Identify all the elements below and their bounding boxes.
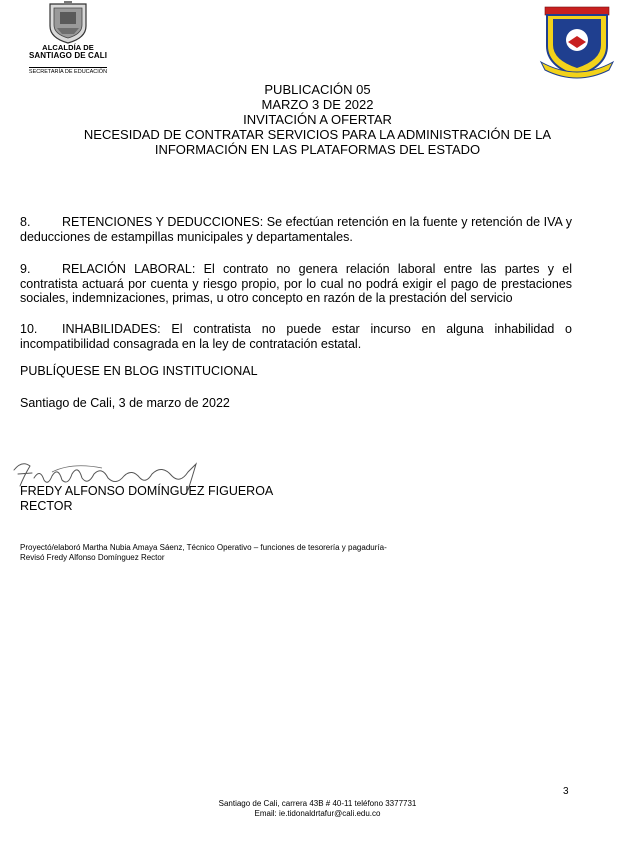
document-header — [0, 82, 635, 157]
prepared-by: Proyectó/elaboró Martha Nubia Amaya Sáenz, Técnico Operativo – funciones de tesorería y pagaduría- — [20, 543, 387, 552]
alcaldia-logo — [18, 0, 118, 80]
page-number: 3 — [563, 786, 569, 797]
dateline: Santiago de Cali, 3 de marzo de 2022 — [20, 396, 230, 410]
signer-block — [20, 484, 273, 513]
footer-email: Email: ie.tidonaldrtafur@cali.edu.co — [254, 809, 381, 818]
item-inhabilidades — [20, 322, 572, 351]
item-retenciones — [20, 215, 572, 244]
alcaldia-label: ALCALDÍA DE — [42, 43, 94, 52]
subject-line-2: INFORMACIÓN EN LAS PLATAFORMAS DEL ESTADO — [154, 142, 481, 157]
item-text: RELACIÓN LABORAL: El contrato no genera relación laboral entre las partes y el contratista actuará por cuenta y riesgo propio, por lo cual no podrá exigir el pago de prestaciones sociales, indemnizaciones, primas, u otro concepto en razón de la prestación del servicio — [20, 262, 572, 305]
school-crest-icon — [537, 4, 617, 80]
credits-block — [20, 543, 387, 563]
publish-note: PUBLÍQUESE EN BLOG INSTITUCIONAL — [20, 364, 258, 378]
footer-address: Santiago de Cali, carrera 43B # 40-11 teléfono 3377731 — [218, 799, 417, 808]
reviewed-by: Revisó Fredy Alfonso Domínguez Rector — [20, 553, 165, 562]
city-name-label: SANTIAGO DE CALI — [28, 51, 108, 60]
publication-date: MARZO 3 DE 2022 — [261, 97, 374, 112]
subject-line-1: NECESIDAD DE CONTRATAR SERVICIOS PARA LA ADMINISTRACIÓN DE LA — [83, 127, 552, 142]
item-text: INHABILIDADES: El contratista no puede estar incurso en alguna inhabilidad o incompatibilidad consagrada en la ley de contratación estatal. — [20, 322, 572, 351]
item-number: 10. — [20, 322, 38, 336]
document-footer — [0, 799, 635, 819]
secretaria-label: SECRETARÍA DE EDUCACIÓN — [28, 69, 108, 75]
signer-name: FREDY ALFONSO DOMÍNGUEZ FIGUEROA — [20, 484, 274, 498]
item-relacion-laboral — [20, 262, 572, 306]
invitation-title: INVITACIÓN A OFERTAR — [243, 112, 392, 127]
city-coat-of-arms-icon — [44, 0, 92, 44]
item-text: RETENCIONES Y DEDUCCIONES: Se efectúan retención en la fuente y retención de IVA y deducciones de estampillas municipales y departamentales. — [20, 215, 572, 244]
item-number: 9. — [20, 262, 31, 276]
signer-title: RECTOR — [20, 498, 73, 513]
item-number: 8. — [20, 215, 31, 229]
publication-number: PUBLICACIÓN 05 — [264, 82, 371, 97]
